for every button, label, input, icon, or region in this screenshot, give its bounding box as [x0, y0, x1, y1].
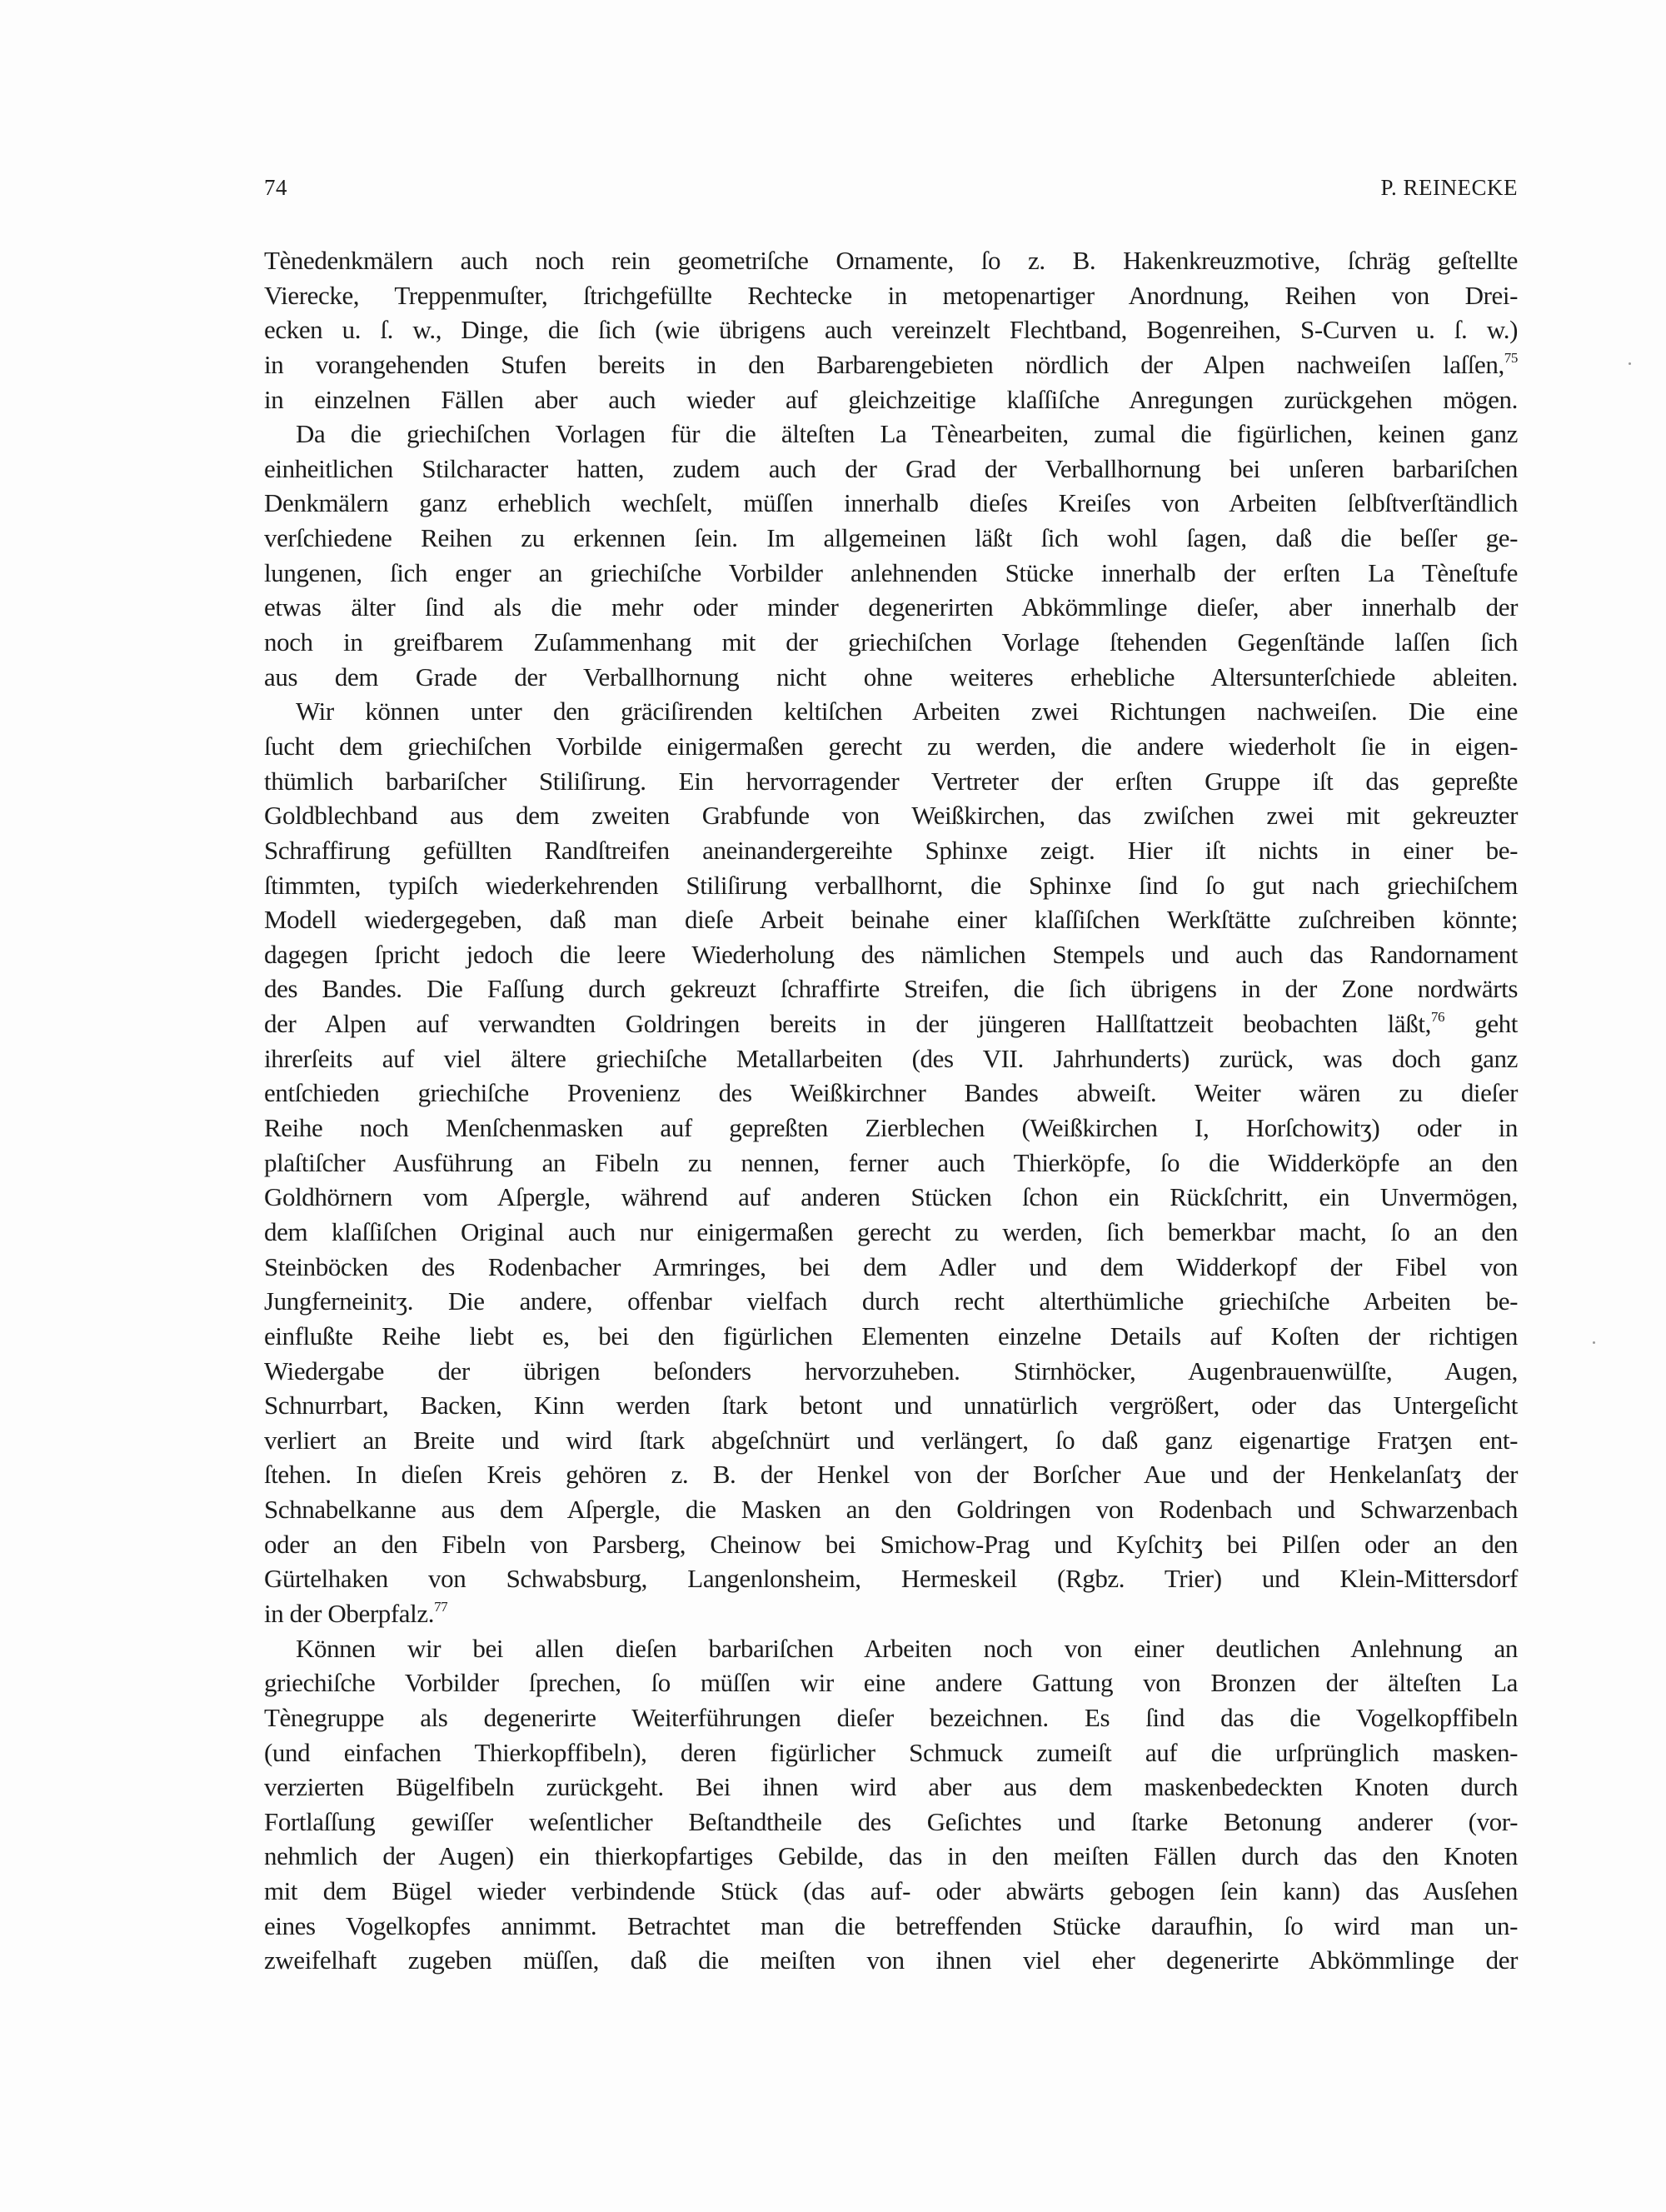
- body-text: [264, 243, 1518, 1978]
- line-text: der Alpen auf verwandten Goldringen bereits in der jüngeren Hallſtattzeit beobachten läßt,: [264, 1009, 1431, 1039]
- text-line: [264, 382, 1518, 417]
- paragraph: [264, 694, 1518, 1630]
- paragraph: [264, 243, 1518, 417]
- text-line: [264, 1909, 1518, 1944]
- line-text: Tènegruppe als degenerirte Weiterführungen dieſer bezeichnen. Es ſind das die Vogelkopffibeln: [264, 1702, 1518, 1732]
- line-text: in vorangehenden Stufen bereits in den Barbarengebieten nördlich der Alpen nachweiſen laſſen,: [264, 349, 1504, 379]
- line-text: verzierten Bügelfibeln zurückgeht. Bei ihnen wird aber aus dem maskenbedeckten Knoten durch: [264, 1772, 1518, 1802]
- text-line: [264, 902, 1518, 937]
- text-line: [264, 1457, 1518, 1492]
- text-line: [264, 1319, 1518, 1354]
- line-text: Jungferneinitʒ. Die andere, offenbar vielfach durch recht alterthümliche griechiſche Arbeiten be-: [264, 1286, 1518, 1316]
- text-line: [264, 1284, 1518, 1319]
- scan-speck: [1629, 362, 1631, 365]
- text-line: [264, 486, 1518, 521]
- line-text: Vierecke, Treppenmuſter, ſtrichgefüllte Rechtecke in metopenartiger Anordnung, Reihen von Drei-: [264, 280, 1518, 310]
- line-text: in der Oberpfalz.: [264, 1598, 435, 1628]
- text-line: [264, 590, 1518, 625]
- line-text: Wiedergabe der übrigen beſonders hervorzuheben. Stirnhöcker, Augenbrauenwülſte, Augen,: [264, 1356, 1518, 1386]
- line-text: nehmlich der Augen) ein thierkopfartiges Gebilde, das in den meiſten Fällen durch das den Knoten: [264, 1841, 1518, 1871]
- line-text-continued: geht: [1444, 1009, 1518, 1039]
- line-text: verliert an Breite und wird ſtark abgeſchnürt und verlängert, ſo daß ganz eigenartige Fratʒen ent-: [264, 1425, 1518, 1455]
- footnote-marker[interactable]: 77: [434, 1598, 448, 1615]
- footnote-marker[interactable]: 76: [1430, 1009, 1445, 1026]
- line-text: Schnabelkanne aus dem Aſpergle, die Masken an den Goldringen von Rodenbach und Schwarzenbach: [264, 1495, 1518, 1525]
- line-text: einheitlichen Stilcharacter hatten, zudem auch der Grad der Verballhornung bei unſeren barbariſchen: [264, 453, 1518, 483]
- text-line: [264, 1596, 1518, 1631]
- text-line: [264, 937, 1518, 972]
- line-text: ſtehen. In dieſen Kreis gehören z. B. der Henkel von der Borſcher Aue und der Henkelanſatʒ der: [264, 1460, 1518, 1490]
- line-text: Wir können unter den gräciſirenden keltiſchen Arbeiten zwei Richtungen nachweiſen. Die eine: [296, 697, 1518, 727]
- scan-speck: [1593, 1341, 1595, 1344]
- text-line: [264, 1943, 1518, 1978]
- line-text: Tènedenkmälern auch noch rein geometriſche Ornamente, ſo z. B. Hakenkreuzmotive, ſchräg geſtellte: [264, 246, 1518, 275]
- text-line: [264, 1354, 1518, 1389]
- line-text: eines Vogelkopfes annimmt. Betrachtet man die betreffenden Stücke daraufhin, ſo wird man un-: [264, 1910, 1518, 1940]
- text-line: [264, 1041, 1518, 1076]
- paragraph: [264, 1631, 1518, 1978]
- line-text: zweifelhaft zugeben müſſen, daß die meiſten von ihnen viel eher degenerirte Abkömmlinge der: [264, 1945, 1518, 1975]
- line-text: Schnurrbart, Backen, Kinn werden ſtark betont und unnatürlich vergrößert, oder das Untergeſicht: [264, 1391, 1518, 1421]
- text-line: [264, 521, 1518, 556]
- line-text: etwas älter ſind als die mehr oder minder degenerirten Abkömmlinge dieſer, aber innerhalb der: [264, 592, 1518, 622]
- text-line: [264, 1527, 1518, 1562]
- line-text: griechiſche Vorbilder ſprechen, ſo müſſen wir eine andere Gattung von Bronzen der älteſten La: [264, 1668, 1518, 1698]
- text-line: [264, 1492, 1518, 1527]
- line-text: oder an den Fibeln von Parsberg, Cheinow bei Smichow-Prag und Kyſchitʒ bei Pilſen oder an den: [264, 1529, 1518, 1559]
- line-text: des Bandes. Die Faſſung durch gekreuzt ſchraffirte Streifen, die ſich übrigens in der Zone nordwärts: [264, 974, 1518, 1004]
- text-line: [264, 625, 1518, 660]
- paragraph: [264, 417, 1518, 694]
- text-line: [264, 1561, 1518, 1596]
- line-text: (und einfachen Thierkopffibeln), deren figürlicher Schmuck zumeiſt auf die urſprünglich masken-: [264, 1737, 1518, 1767]
- line-text: Denkmälern ganz erheblich wechſelt, müſſen innerhalb dieſes Kreiſes von Arbeiten ſelbſtverſtändlich: [264, 488, 1518, 518]
- line-text: Goldhörnern vom Aſpergle, während auf anderen Stücken ſchon ein Rückſchritt, ein Unvermögen,: [264, 1182, 1518, 1212]
- line-text: mit dem Bügel wieder verbindende Stück (das auf- oder abwärts gebogen ſein kann) das Ausſehen: [264, 1876, 1518, 1906]
- text-line: [264, 1076, 1518, 1111]
- text-line: [264, 1215, 1518, 1250]
- line-text: aus dem Grade der Verballhornung nicht ohne weiteres erhebliche Altersunterſchiede ableiten.: [264, 662, 1518, 692]
- line-text: thümlich barbariſcher Stiliſirung. Ein hervorragender Vertreter der erſten Gruppe iſt das gepreßte: [264, 766, 1518, 796]
- line-text: einflußte Reihe liebt es, bei den figürlichen Elementen einzelne Details auf Koſten der richtigen: [264, 1321, 1518, 1351]
- line-text: ecken u. ſ. w., Dinge, die ſich (wie übrigens auch vereinzelt Flechtband, Bogenreihen, S-Curven u. ſ. w.): [264, 315, 1518, 345]
- line-text: lungenen, ſich enger an griechiſche Vorbilder anlehnenden Stücke innerhalb der erſten La Tèneſtufe: [264, 557, 1518, 587]
- text-line: [264, 278, 1518, 313]
- text-line: [264, 1874, 1518, 1909]
- text-line: [264, 1700, 1518, 1735]
- text-line: [264, 833, 1518, 868]
- line-text: Steinböcken des Rodenbacher Armringes, bei dem Adler und dem Widderkopf der Fibel von: [264, 1251, 1518, 1281]
- line-text: Fortlaſſung gewiſſer weſentlicher Beſtandtheile des Geſichtes und ſtarke Betonung anderer (vor-: [264, 1806, 1518, 1836]
- text-line: [264, 452, 1518, 487]
- line-text: Reihe noch Menſchenmasken auf gepreßten Zierblechen (Weißkirchen I, Horſchowitʒ) oder in: [264, 1113, 1518, 1143]
- text-line: [264, 764, 1518, 799]
- text-line: [264, 1839, 1518, 1874]
- line-text: Da die griechiſchen Vorlagen für die älteſten La Tènearbeiten, zumal die figürlichen, keinen ganz: [296, 419, 1518, 449]
- line-text: Können wir bei allen dieſen barbariſchen Arbeiten noch von einer deutlichen Anlehnung an: [296, 1633, 1518, 1663]
- line-text: verſchiedene Reihen zu erkennen ſein. Im allgemeinen läßt ſich wohl ſagen, daß die beſſer ge-: [264, 523, 1518, 553]
- text-line: [264, 1665, 1518, 1700]
- text-line: [264, 1180, 1518, 1215]
- footnote-marker[interactable]: 75: [1504, 349, 1518, 366]
- text-line: [264, 798, 1518, 833]
- text-line: [264, 556, 1518, 591]
- text-line: [264, 1250, 1518, 1285]
- text-line: [264, 1770, 1518, 1805]
- line-text: Goldblechband aus dem zweiten Grabfunde von Weißkirchen, das zwiſchen zwei mit gekreuzter: [264, 801, 1518, 831]
- line-text: plaſtiſcher Ausführung an Fibeln zu nennen, ferner auch Thierköpfe, ſo die Widderköpfe an den: [264, 1147, 1518, 1177]
- line-text: in einzelnen Fällen aber auch wieder auf gleichzeitige klaſſiſche Anregungen zurückgehen mögen.: [264, 384, 1518, 414]
- text-line: [264, 347, 1518, 382]
- line-text: ſucht dem griechiſchen Vorbilde einigermaßen gerecht zu werden, die andere wiederholt ſie in eigen-: [264, 731, 1518, 761]
- running-head: P. REINECKE: [1380, 175, 1518, 200]
- line-text: Schraffirung gefüllten Randſtreifen aneinandergereihte Sphinxe zeigt. Hier iſt nichts in einer be-: [264, 835, 1518, 865]
- text-line: [264, 868, 1518, 903]
- line-text: dagegen ſpricht jedoch die leere Wiederholung des nämlichen Stempels und auch das Randornament: [264, 939, 1518, 969]
- text-line: [264, 1146, 1518, 1181]
- text-line: [264, 243, 1518, 278]
- line-text: dem klaſſiſchen Original auch nur einigermaßen gerecht zu werden, ſich bemerkbar macht, ſo an den: [264, 1216, 1518, 1246]
- line-text: Modell wiedergegeben, daß man dieſe Arbeit beinahe einer klaſſiſchen Werkſtätte zuſchreiben könnte;: [264, 905, 1518, 935]
- text-line: [264, 729, 1518, 764]
- line-text: noch in greifbarem Zuſammenhang mit der griechiſchen Vorlage ſtehenden Gegenſtände laſſen ſich: [264, 627, 1518, 657]
- line-text: Gürtelhaken von Schwabsburg, Langenlonsheim, Hermeskeil (Rgbz. Trier) und Klein-Mittersdorf: [264, 1564, 1518, 1594]
- line-text: ihrerſeits auf viel ältere griechiſche Metallarbeiten (des VII. Jahrhunderts) zurück, was doch ganz: [264, 1043, 1518, 1073]
- text-line: [264, 971, 1518, 1006]
- page-number: 74: [264, 175, 287, 200]
- text-line: [264, 312, 1518, 347]
- text-line: [264, 1735, 1518, 1770]
- text-line: [264, 694, 1518, 729]
- text-line: [264, 1388, 1518, 1423]
- text-line: [264, 1006, 1518, 1041]
- text-line: [264, 417, 1518, 452]
- line-text: ſtimmten, typiſch wiederkehrenden Stiliſirung verballhornt, die Sphinxe ſind ſo gut nach griechiſchem: [264, 870, 1518, 900]
- text-line: [264, 1111, 1518, 1146]
- text-line: [264, 1805, 1518, 1840]
- line-text: entſchieden griechiſche Provenienz des Weißkirchner Bandes abweiſt. Weiter wären zu dieſer: [264, 1078, 1518, 1108]
- text-line: [264, 1631, 1518, 1666]
- text-line: [264, 660, 1518, 695]
- text-line: [264, 1423, 1518, 1458]
